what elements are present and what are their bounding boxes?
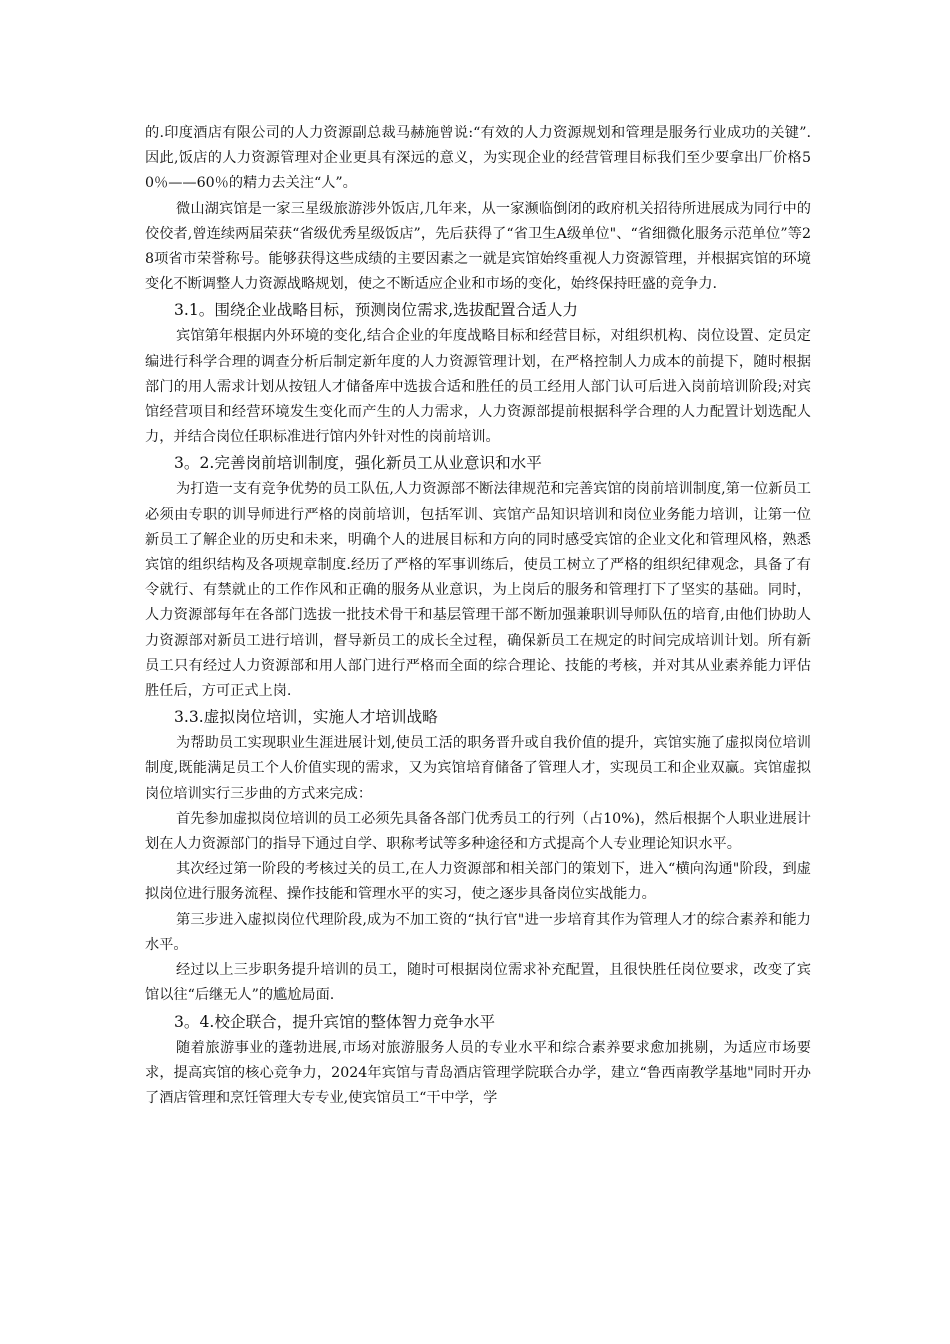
paragraph-3: 宾馆第年根据内外环境的变化,结合企业的年度战略目标和经营目标，对组织机构、岗位设置、定员定编进行科学合理的调查分析后制定新年度的人力资源管理计划，在严格控制人力成本的前提下，随时根据部门的用人需求计划从按钮人才储备库中选拔合适和胜任的员工经用人部门认可后进入岗前培训阶段;对宾馆经营项目和经营环境发生变化而产生的人力需求，人力资源部提前根据科学合理的人力配置计划选配人力，并结合岗位任职标准进行馆内外针对性的岗前培训。 — [145, 328, 811, 446]
paragraph-8: 第三步进入虚拟岗位代理阶段,成为不加工资的“执行官"进一步培育其作为管理人才的综合素养和能力水平。 — [145, 911, 811, 953]
section-heading-3-3: 3.3.虚拟岗位培训，实施人才培训战略 — [174, 708, 438, 727]
paragraph-1: 的.印度酒店有限公司的人力资源副总裁马赫施曾说:“有效的人力资源规划和管理是服务行业成功的关键”.因此,饭店的人力资源管理对企业更具有深远的意义，为实现企业的经营管理目标我们至少要拿出厂价格50％——60％的精力去关注“人”。 — [145, 125, 811, 192]
paragraph-4: 为打造一支有竞争优势的员工队伍,人力资源部不断法律规范和完善宾馆的岗前培训制度,第一位新员工必须由专职的训导师进行严格的岗前培训，包括军训、宾馆产品知识培训和岗位业务能力培训，让第一位新员工了解企业的历史和未来，明确个人的进展目标和方向的同时感受宾馆的企业文化和管理风格，熟悉宾馆的组织结构及各项规章制度.经历了严格的军事训练后，使员工树立了严格的组织纪律观念，具备了有令就行、有禁就止的工作作风和正确的服务从业意识，为上岗后的服务和管理打下了坚实的基础。同时，人力资源部每年在各部门选拔一批技术骨干和基层管理干部不断加强兼职训导师队伍的培育,由他们协助人力资源部对新员工进行培训，督导新员工的成长全过程，确保新员工在规定的时间完成培训计划。所有新员工只有经过人力资源部和用人部门进行严格而全面的综合理论、技能的考核，并对其从业素养能力评估胜任后，方可正式上岗. — [145, 481, 811, 700]
paragraph-7: 其次经过第一阶段的考核过关的员工,在人力资源部和相关部门的策划下，进入“横向沟通"阶段，到虚拟岗位进行服务流程、操作技能和管理水平的实习，使之逐步具备岗位实战能力。 — [145, 861, 811, 903]
paragraph-10: 随着旅游事业的蓬勃进展,市场对旅游服务人员的专业水平和综合素养要求愈加挑剔，为适应市场要求，提高宾馆的核心竞争力，2024年宾馆与青岛酒店管理学院联合办学，建立“鲁西南教学基地"同时开办了酒店管理和烹饪管理大专专业,使宾馆员工“干中学，学 — [145, 1039, 811, 1106]
section-heading-3-2: 3。2.完善岗前培训制度，强化新员工从业意识和水平 — [174, 454, 542, 473]
section-heading-3-1: 3.1。围绕企业战略目标，预测岗位需求,选拔配置合适人力 — [174, 301, 579, 320]
paragraph-2: 微山湖宾馆是一家三星级旅游涉外饭店,几年来，从一家濒临倒闭的政府机关招待所进展成为同行中的佼佼者,曾连续两届荣获“省级优秀星级饭店”，先后获得了“省卫生A级单位"、“省细微化服务示范单位”等28项省市荣誉称号。能够获得这些成绩的主要因素之一就是宾馆始终重视人力资源管理，并根据宾馆的环境变化不断调整人力资源战略规划，使之不断适应企业和市场的变化，始终保持旺盛的竞争力. — [145, 200, 811, 293]
paragraph-9: 经过以上三步职务提升培训的员工，随时可根据岗位需求补充配置，且很快胜任岗位要求，改变了宾馆以往“后继无人”的尴尬局面. — [145, 962, 811, 1004]
paragraph-5: 为帮助员工实现职业生涯进展计划,使员工活的职务晋升或自我价值的提升，宾馆实施了虚拟岗位培训制度,既能满足员工个人价值实现的需求，又为宾馆培育储备了管理人才，实现员工和企业双赢。宾馆虚拟岗位培训实行三步曲的方式来完成： — [145, 735, 811, 802]
section-heading-3-4: 3。4.校企联合，提升宾馆的整体智力竞争水平 — [174, 1012, 496, 1031]
document-page — [145, 121, 811, 1111]
paragraph-6: 首先参加虚拟岗位培训的员工必须先具备各部门优秀员工的行列（占10%)，然后根据个人职业进展计划在人力资源部门的指导下通过自学、职称考试等多种途径和方式提高个人专业理论知识水平。 — [145, 810, 811, 853]
